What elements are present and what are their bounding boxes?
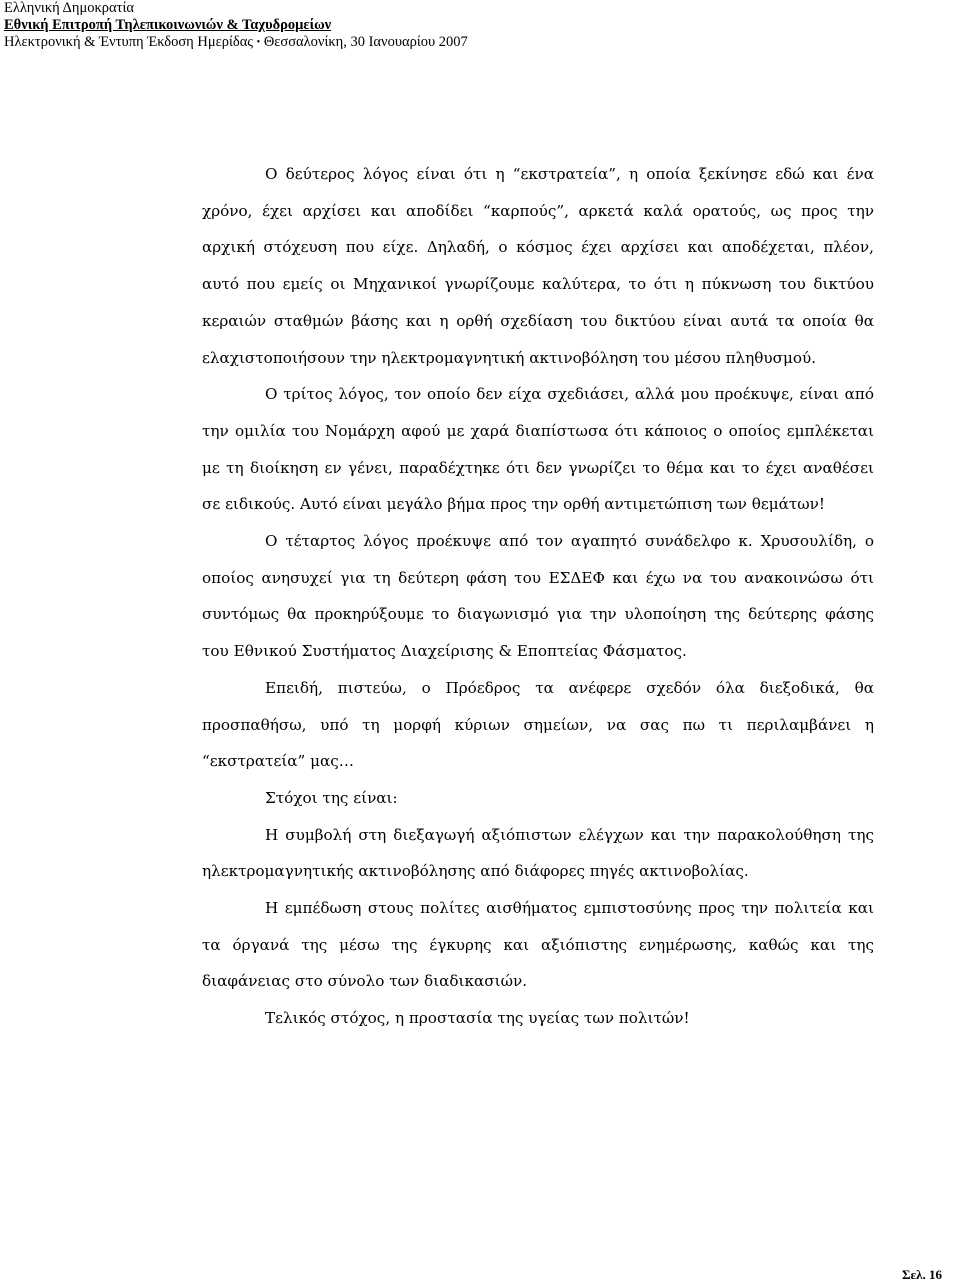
document-header xyxy=(4,0,468,51)
page-number: Σελ. 16 xyxy=(902,1267,942,1282)
paragraph-final-goal: Τελικός στόχος, η προστασία της υγείας των πολιτών! xyxy=(265,1009,690,1028)
paragraph-goal-trust: Η εμπέδωση στους πολίτες αισθήματος εμπιστοσύνης προς την πολιτεία και τα όργανά της μέσω της έγκυρης και αξιόπιστης ενημέρωσης, καθώς και της διαφάνειας στο σύνολο των διαδικασιών. xyxy=(202,899,874,991)
paragraph-fourth-reason: Ο τέταρτος λόγος προέκυψε από τον αγαπητό συνάδελφο κ. Χρυσουλίδη, ο οποίος ανησυχεί για τη δεύτερη φάση του ΕΣΔΕΦ και έχω να του ανακοινώσω ότι συντόμως θα προκηρύξουμε το διαγωνισμό για την υλοποίηση της δεύτερης φάσης του Εθνικού Συστήματος Διαχείρισης & Εποπτείας Φάσματος. xyxy=(202,532,874,661)
paragraph-second-reason: Ο δεύτερος λόγος είναι ότι η “εκστρατεία”, η οποία ξεκίνησε εδώ και ένα χρόνο, έχει αρχίσει και αποδίδει “καρπούς”, αρκετά καλά ορατούς, ως προς την αρχική στόχευση που είχε. Δηλαδή, ο κόσμος έχει αρχίσει και αποδέχεται, πλέον, αυτό που εμείς οι Μηχανικοί γνωρίζουμε καλύτερα, το ότι η πύκνωση του δικτύου κεραιών σταθμών βάσης και η ορθή σχεδίαση του δικτύου είναι αυτά τα οποία θα ελαχιστοποιήσουν την ηλεκτρομαγνητική ακτινοβόληση του μέσου πληθυσμού. xyxy=(202,165,874,367)
bullet-separator: • xyxy=(256,37,261,48)
header-place-date: Θεσσαλονίκη, 30 Ιανουαρίου 2007 xyxy=(263,34,468,50)
header-publication: Ηλεκτρονική & Έντυπη Έκδοση Ημερίδας xyxy=(4,34,254,50)
paragraph-goals-heading: Στόχοι της είναι: xyxy=(265,788,398,807)
header-organization: Εθνική Επιτροπή Τηλεπικοινωνιών & Ταχυδρομείων xyxy=(4,17,332,33)
document-body xyxy=(202,156,874,1037)
header-publication-line xyxy=(4,34,468,51)
paragraph-goal-monitoring: Η συμβολή στη διεξαγωγή αξιόπιστων ελέγχων και την παρακολούθηση της ηλεκτρομαγνητικής ακτινοβόλησης από διάφορες πηγές ακτινοβολίας. xyxy=(202,825,874,881)
paragraph-campaign-summary: Επειδή, πιστεύω, ο Πρόεδρος τα ανέφερε σχεδόν όλα διεξοδικά, θα προσπαθήσω, υπό τη μορφή κύριων σημείων, να σας πω τι περιλαμβάνει η “εκστρατεία” μας… xyxy=(202,678,874,771)
paragraph-third-reason: Ο τρίτος λόγος, τον οποίο δεν είχα σχεδιάσει, αλλά μου προέκυψε, είναι από την ομιλία του Νομάρχη αφού με χαρά διαπίστωσα ότι κάποιος ο οποίος εμπλέκεται με τη διοίκηση εν γένει, παραδέχτηκε ότι δεν γνωρίζει το θέμα και το έχει αναθέσει σε ειδικούς. Αυτό είναι μεγάλο βήμα προς την ορθή αντιμετώπιση των θεμάτων! xyxy=(202,385,874,514)
header-country: Ελληνική Δημοκρατία xyxy=(4,0,134,16)
